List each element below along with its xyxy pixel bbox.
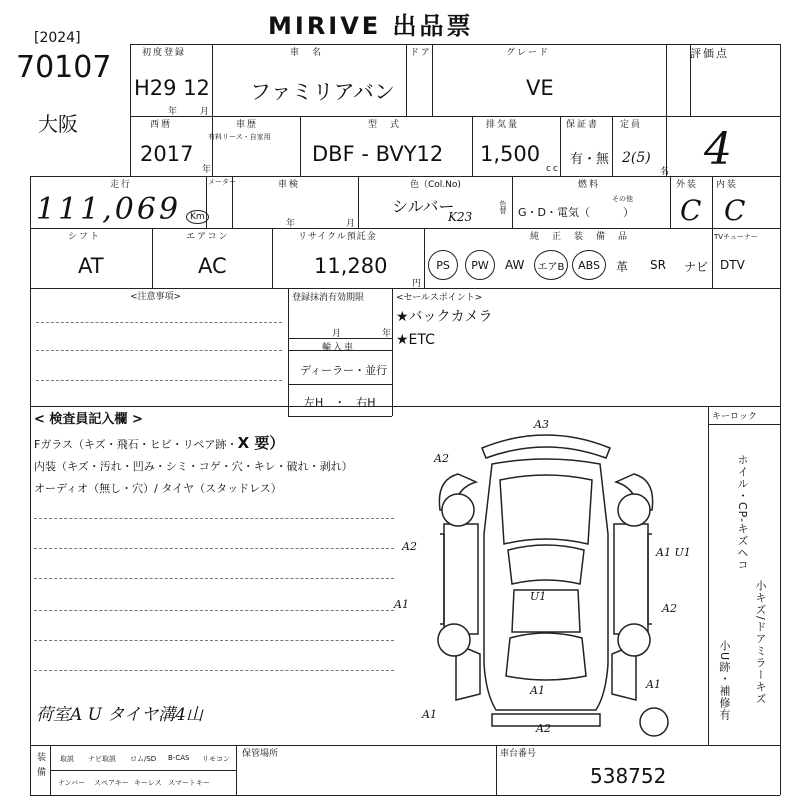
displacement-value: 1,500	[480, 142, 541, 166]
equip-ps: PS	[428, 250, 458, 280]
handwritten-note: 荷室A U タイヤ溝4山	[36, 705, 203, 725]
equip-airbag: エアB	[534, 250, 568, 280]
dealer-label: ディーラー・並行	[300, 364, 388, 377]
inspector-label: < 検査員記入欄 >	[34, 412, 143, 427]
mark-u1-roof: U1	[530, 590, 547, 603]
mileage-unit: Km	[186, 210, 209, 224]
aircon-label: エアコン	[186, 232, 230, 242]
body-type-sublabel: 有料リース・自家用	[208, 133, 271, 141]
shaken-year-unit: 年	[286, 219, 298, 229]
door-label: ドア	[410, 48, 432, 58]
fuel-other-label: その他	[612, 195, 633, 203]
glass-line	[34, 432, 284, 453]
year-label: 西暦	[150, 120, 173, 130]
equip-pw: PW	[465, 250, 495, 280]
equip-sunroof: SR	[650, 258, 666, 272]
model-value: DBF - BVY12	[312, 142, 444, 166]
recycle-value: 11,280	[314, 254, 388, 278]
model-label: 型 式	[368, 120, 402, 130]
equip-dtv: DTV	[720, 258, 745, 272]
displacement-label: 排気量	[486, 120, 520, 130]
glass-text: Fガラス（キズ・飛石・ヒビ・リペア跡・	[34, 438, 238, 451]
mark-a3-front: A3	[534, 418, 549, 431]
sales-point-label: <セールスポイント>	[396, 293, 483, 303]
import-label: 輸入車	[322, 343, 356, 353]
shift-label: シフト	[68, 232, 102, 242]
mark-a1u1-right: A1 U1	[656, 546, 691, 559]
footer-item-8: キーレス	[134, 779, 162, 787]
mark-a1-left: A1	[394, 598, 409, 611]
audio-line: オーディオ（無し・穴）/ タイヤ（スタッドレス）	[34, 482, 282, 495]
first-reg-month-unit: 月	[200, 107, 212, 117]
interior-value: C	[724, 194, 746, 227]
keylock-label: キーロック	[712, 412, 757, 422]
interior-label: 内装	[716, 180, 739, 190]
warranty-value: 有・無	[570, 152, 610, 167]
first-reg-label: 初度登録	[142, 48, 187, 58]
aircon-value: AC	[198, 254, 227, 278]
footer-item-9: スマートキー	[168, 779, 210, 787]
shaken-month-unit: 月	[346, 219, 358, 229]
form-title: MIRIVE 出品票	[268, 12, 474, 40]
equip-aw: AW	[505, 258, 525, 272]
venue-label: 大阪	[38, 112, 78, 136]
recycle-label: リサイクル預託金	[298, 232, 377, 242]
frame-no-label: 車台番号	[500, 749, 537, 759]
fuel-label: 燃料	[578, 180, 601, 190]
capacity-label: 定員	[620, 120, 643, 130]
shaken-label: 車検	[278, 180, 301, 190]
side-note-1: ホイル・CP-キズヘコ	[736, 454, 749, 572]
mark-a2-right: A2	[662, 602, 677, 615]
frame-no-value: 538752	[590, 764, 667, 788]
reg-expiry-month-unit: 月	[332, 329, 344, 339]
color-label: 色（Col.No)	[410, 180, 461, 190]
equipment-label: 純 正 装 備 品	[530, 232, 630, 242]
car-name-value: ファミリアバン	[250, 80, 395, 104]
mileage-label: 走行	[110, 180, 133, 190]
mark-a1-rear-right: A1	[646, 678, 661, 691]
mark-a2-bottom: A2	[536, 722, 551, 735]
capacity-value: 2(5)	[622, 150, 651, 166]
equip-navi: ナビ	[684, 260, 709, 274]
mark-a2-mirror: A2	[434, 452, 449, 465]
footer-item-6: ナンバー	[58, 779, 86, 787]
footer-item-2: ナビ取説	[88, 755, 116, 763]
capacity-unit: 名	[660, 167, 672, 177]
grade-value: VE	[526, 76, 554, 100]
year-value: 2017	[140, 142, 194, 166]
glass-note: X 要）	[237, 434, 285, 452]
sales-point-1: ★バックカメラ	[396, 309, 493, 325]
equip-leather: 革	[616, 260, 629, 274]
evaluation-score: 4	[704, 124, 732, 175]
year-tag: [2024]	[34, 30, 81, 46]
displacement-unit: cc	[546, 164, 560, 174]
mark-a2-left: A2	[402, 540, 417, 553]
footer-item-1: 取説	[60, 755, 74, 763]
evaluation-label: 評価点	[690, 47, 729, 60]
grade-label: グレード	[506, 48, 551, 58]
shift-value: AT	[78, 254, 104, 278]
fuel-value: G・D・電気（ ）	[518, 206, 634, 219]
reg-expiry-label: 登録抹消有効期限	[292, 293, 365, 303]
footer-item-5: リモコン	[202, 755, 230, 763]
body-type-label: 車歴	[236, 120, 259, 130]
footer-item-3: ロム/SD	[130, 755, 157, 763]
sales-point-2: ★ETC	[396, 332, 435, 348]
warranty-label: 保証書	[566, 120, 600, 130]
year-unit: 年	[202, 165, 214, 175]
color-code: K23	[448, 210, 473, 224]
exterior-label: 外装	[676, 180, 699, 190]
storage-label: 保管場所	[242, 749, 279, 759]
footer-left-label: 装備	[35, 752, 45, 782]
side-note-2: 小キズ/ドアミラーキズ	[754, 580, 767, 705]
exterior-value: C	[680, 194, 702, 227]
first-reg-value: H29 12	[134, 76, 210, 100]
color-no-label: 色替	[499, 200, 507, 214]
meter-label: メーター	[208, 178, 236, 186]
interior-line: 内装（キズ・汚れ・凹み・シミ・コゲ・穴・キレ・破れ・剥れ）	[34, 460, 353, 473]
handle-label: 左H ・ 右H	[304, 396, 376, 409]
footer-item-4: B-CAS	[168, 754, 190, 762]
mark-a1-bottom-left: A1	[422, 708, 437, 721]
notes-label: <注意事項>	[130, 292, 182, 302]
equip-abs: ABS	[572, 250, 606, 280]
car-name-label: 車 名	[290, 48, 324, 58]
recycle-unit: 円	[412, 279, 424, 289]
lot-number: 70107	[16, 50, 112, 85]
mileage-value: 111,069	[36, 192, 182, 227]
mark-a1-rear: A1	[530, 684, 545, 697]
first-reg-year-unit: 年	[168, 107, 180, 117]
color-value: シルバー	[392, 197, 455, 216]
tuner-label: TVチューナー	[714, 233, 758, 241]
reg-expiry-day-unit: 年	[382, 329, 394, 339]
footer-item-7: スペアキー	[94, 779, 129, 787]
side-note-3: 小U跡・補修有	[718, 640, 731, 722]
